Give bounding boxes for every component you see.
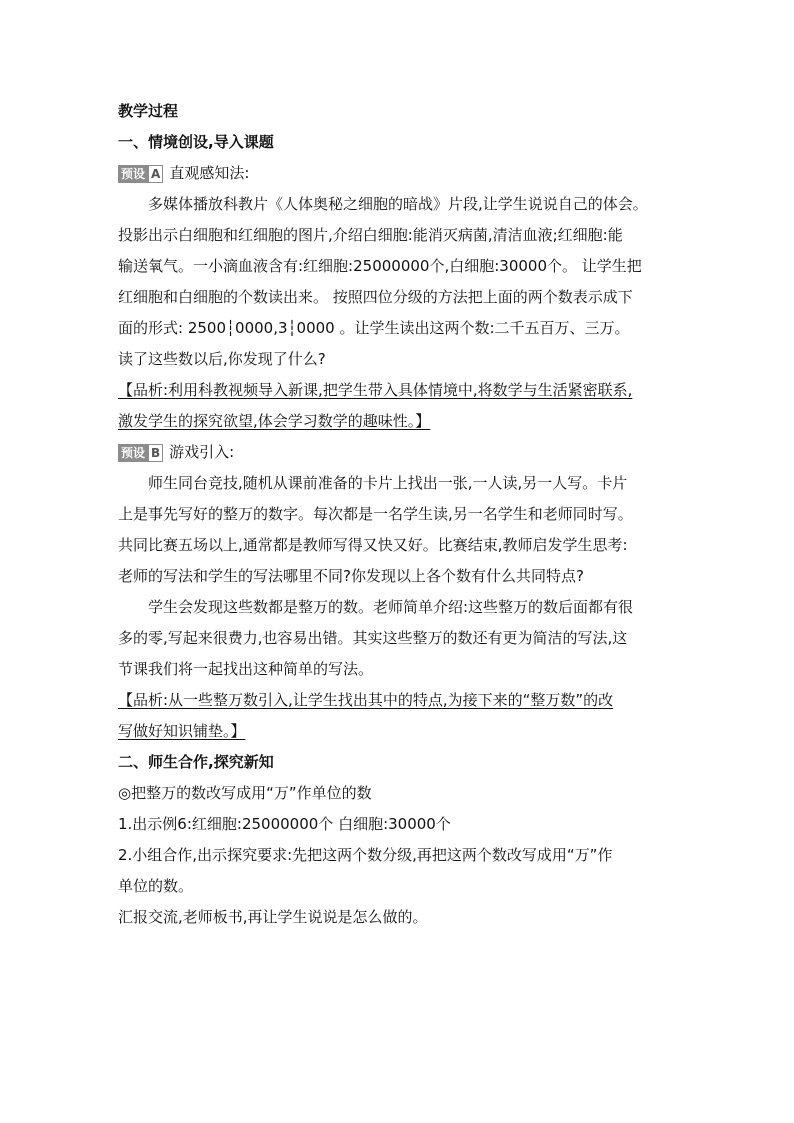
preset-b-analysis-line: 写做好知识铺垫。】 <box>118 722 246 740</box>
preset-b-paragraph-line: 共同比赛五场以上,通常都是教师写得又快又好。比赛结束,教师启发学生思考: <box>118 536 628 554</box>
preset-b-row <box>118 437 683 468</box>
preset-a-badge-label: 预设 <box>118 165 148 183</box>
preset-a-paragraph-line: 投影出示白细胞和红细胞的图片,介绍白细胞:能消灭病菌,清洁血液;红细胞:能 <box>118 226 623 244</box>
section2-line: 2.小组合作,出示探究要求:先把这两个数分级,再把这两个数改写成用“万”作 <box>118 846 613 864</box>
preset-b-paragraph-line: 学生会发现这些数都是整万的数。老师简单介绍:这些整万的数后面都有很 <box>148 598 634 616</box>
preset-b-badge <box>118 444 163 462</box>
preset-a-paragraph-line: 多媒体播放科教片《人体奥秘之细胞的暗战》片段,让学生说说自己的体会。 <box>148 195 648 213</box>
section1-heading: 一、情境创设,导入课题 <box>118 133 274 151</box>
preset-a-paragraph-line: 读了这些数以后,你发现了什么? <box>118 350 326 368</box>
preset-a-badge <box>118 165 163 183</box>
preset-a-label: 直观感知法: <box>169 164 250 182</box>
document-page <box>118 96 683 933</box>
preset-a-analysis-line: 【品析:利用科教视频导入新课,把学生带入具体情境中,将数学与生活紧密联系, <box>118 381 633 399</box>
preset-b-badge-letter: B <box>148 444 163 462</box>
preset-a-badge-letter: A <box>148 165 163 183</box>
preset-b-analysis-line: 【品析:从一些整万数引入,让学生找出其中的特点,为接下来的“整万数”的改 <box>118 691 614 709</box>
section2-heading: 二、师生合作,探究新知 <box>118 753 274 771</box>
preset-b-paragraph-line: 上是事先写好的整万的数字。每次都是一名学生读,另一名学生和老师同时写。 <box>118 505 633 523</box>
preset-a-paragraph-line: 红细胞和白细胞的个数读出来。 按照四位分级的方法把上面的两个数表示成下 <box>118 288 633 306</box>
section2-line: 汇报交流,老师板书,再让学生说说是怎么做的。 <box>118 908 428 926</box>
preset-a-paragraph-line: 面的形式: 2500┆0000,3┆0000 。让学生读出这两个数:二千五百万、三万。 <box>118 319 630 337</box>
section2-line: 单位的数。 <box>118 877 194 895</box>
preset-b-paragraph-line: 老师的写法和学生的写法哪里不同?你发现以上各个数有什么共同特点? <box>118 567 584 585</box>
section2-line: ◎把整万的数改写成用“万”作单位的数 <box>118 784 372 802</box>
preset-b-paragraph-line: 节课我们将一起找出这种简单的写法。 <box>118 660 374 678</box>
section2-line: 1.出示例6:红细胞:25000000个 白细胞:30000个 <box>118 815 451 833</box>
preset-b-paragraph-line: 师生同台竞技,随机从课前准备的卡片上找出一张,一人读,另一人写。卡片 <box>148 474 628 492</box>
preset-a-analysis-line: 激发学生的探究欲望,体会学习数学的趣味性。】 <box>118 412 431 430</box>
preset-b-label: 游戏引入: <box>169 443 235 461</box>
preset-a-paragraph-line: 输送氧气。一小滴血液含有:红细胞:25000000个,白细胞:30000个。 让学生把 <box>118 257 642 275</box>
preset-b-paragraph-line: 多的零,写起来很费力,也容易出错。其实这些整万的数还有更为简洁的写法,这 <box>118 629 628 647</box>
preset-b-badge-label: 预设 <box>118 444 148 462</box>
preset-a-row <box>118 158 683 189</box>
lesson-process-title: 教学过程 <box>118 102 179 120</box>
